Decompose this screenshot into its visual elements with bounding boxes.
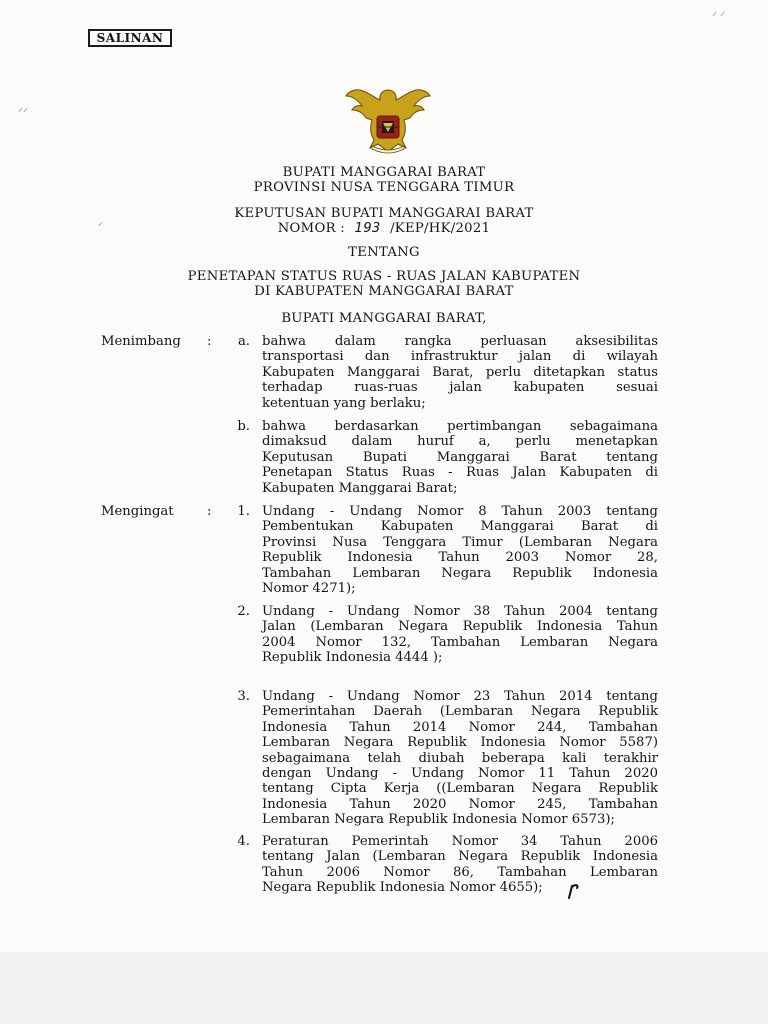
text-line: bahwa dalam rangka perluasan aksesibilitas: [262, 334, 658, 349]
text-line: Republik Indonesia 4444 );: [262, 650, 443, 666]
text-line: Indonesia Tahun 2014 Nomor 244, Tambahan: [262, 719, 658, 735]
mengingat-label: Mengingat: [101, 504, 174, 519]
text-line: tentang Jalan (Lembaran Negara Republik Indonesia: [262, 849, 658, 865]
mengingat-item-1: [262, 504, 658, 596]
decree-title: KEPUTUSAN BUPATI MANGGARAI BARAT: [234, 206, 534, 221]
mengingat-item-3: [262, 689, 658, 828]
garuda-emblem-icon: [342, 86, 434, 156]
text-line: ketentuan yang berlaku;: [262, 395, 426, 411]
text-line: sebagaimana telah diubah beberapa kali terakhir: [262, 750, 658, 766]
text-line: Indonesia Tahun 2020 Nomor 245, Tambahan: [262, 796, 658, 812]
text-line: Pembentukan Kabupaten Manggarai Barat di: [262, 519, 658, 535]
text-line: Lembaran Negara Republik Indonesia Nomor 5587): [262, 735, 658, 751]
subject-line1: PENETAPAN STATUS RUAS - RUAS JALAN KABUPATEN: [187, 269, 581, 284]
text-line: bahwa berdasarkan pertimbangan sebagaimana: [262, 419, 658, 434]
text-line: Tambahan Lembaran Negara Republik Indonesia: [262, 565, 658, 581]
mengingat-marker-3: 3.: [237, 689, 250, 704]
header-line2: PROVINSI NUSA TENGGARA TIMUR: [253, 180, 515, 195]
text-line: dengan Undang - Undang Nomor 11 Tahun 2020: [262, 766, 658, 782]
menimbang-marker-b: b.: [237, 419, 250, 434]
text-line: Tahun 2006 Nomor 86, Tambahan Lembaran: [262, 864, 658, 880]
decree-number: [0, 221, 768, 236]
text-line: Nomor 4271);: [262, 581, 356, 597]
page-bottom-margin: [0, 952, 768, 1024]
text-line: Penetapan Status Ruas - Ruas Jalan Kabupaten di: [262, 465, 658, 481]
text-line: Republik Indonesia Tahun 2003 Nomor 28,: [262, 550, 658, 566]
text-line: Undang - Undang Nomor 8 Tahun 2003 tentang: [262, 504, 658, 519]
text-line: Undang - Undang Nomor 23 Tahun 2014 tentang: [262, 689, 658, 704]
salinan-stamp: SALINAN: [88, 29, 172, 47]
menimbang-label: Menimbang: [101, 334, 181, 349]
tentang-heading: TENTANG: [348, 245, 420, 260]
text-line: dimaksud dalam huruf a, perlu menetapkan: [262, 434, 658, 450]
scan-mark: ⸝: [98, 217, 103, 228]
text-line: terhadap ruas-ruas jalan kabupaten sesuai: [262, 380, 658, 396]
menimbang-colon: :: [207, 334, 212, 349]
text-line: Provinsi Nusa Tenggara Timur (Lembaran Negara: [262, 534, 658, 550]
mengingat-marker-4: 4.: [237, 834, 250, 849]
text-line: Keputusan Bupati Manggarai Barat tentang: [262, 449, 658, 465]
mengingat-marker-2: 2.: [237, 604, 250, 619]
number-suffix: /KEP/HK/2021: [390, 221, 491, 236]
text-line: tentang Cipta Kerja ((Lembaran Negara Republik: [262, 781, 658, 797]
scan-mark: ⸝ ⸝: [712, 7, 726, 18]
text-line: Kabupaten Manggarai Barat, perlu ditetapkan status: [262, 364, 658, 380]
text-line: 2004 Nomor 132, Tambahan Lembaran Negara: [262, 634, 658, 650]
menimbang-marker-a: a.: [237, 334, 250, 349]
mengingat-item-2: [262, 604, 658, 666]
menimbang-item-b: [262, 419, 658, 496]
initial-paraf-icon: [566, 882, 582, 900]
mengingat-item-4: [262, 834, 658, 896]
mengingat-colon: :: [207, 504, 212, 519]
text-line: Undang - Undang Nomor 38 Tahun 2004 tentang: [262, 604, 658, 619]
mengingat-marker-1: 1.: [237, 504, 250, 519]
header-line1: BUPATI MANGGARAI BARAT: [282, 165, 486, 180]
text-line: Jalan (Lembaran Negara Republik Indonesia Tahun: [262, 619, 658, 635]
text-line: Peraturan Pemerintah Nomor 34 Tahun 2006: [262, 834, 658, 849]
scan-mark: ⸝⸝: [18, 103, 28, 114]
issuer-line: BUPATI MANGGARAI BARAT,: [281, 311, 487, 326]
text-line: transportasi dan infrastruktur jalan di wilayah: [262, 349, 658, 365]
text-line: Kabupaten Manggarai Barat;: [262, 480, 458, 496]
number-handwritten: 193: [354, 221, 381, 236]
text-line: Pemerintahan Daerah (Lembaran Negara Republik: [262, 704, 658, 720]
subject-line2: DI KABUPATEN MANGGARAI BARAT: [254, 284, 514, 299]
number-prefix: NOMOR :: [277, 221, 346, 236]
menimbang-item-a: [262, 334, 658, 411]
text-line: Negara Republik Indonesia Nomor 4655);: [262, 880, 543, 896]
text-line: Lembaran Negara Republik Indonesia Nomor 6573);: [262, 812, 615, 828]
